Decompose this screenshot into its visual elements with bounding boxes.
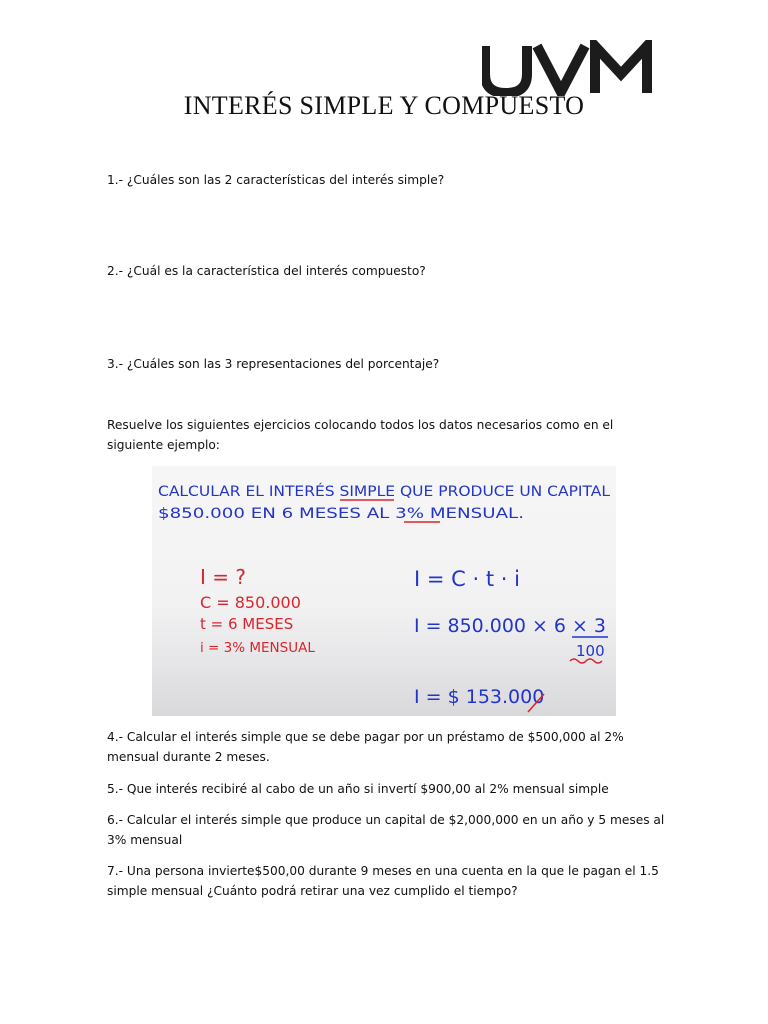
exercise-7: 7.- Una persona invierte$500,00 durante 9 meses en una cuenta en la que le pagan el 1.5 simple mensual ¿Cuánto podrá retirar una vez cumplido el tiempo?: [107, 864, 659, 898]
time-value: t = 6 MESES: [200, 615, 294, 633]
uvm-logo: [482, 40, 662, 96]
unknown-interest: I = ?: [200, 565, 246, 589]
question-1: 1.- ¿Cuáles son las 2 características del interés simple?: [107, 173, 445, 187]
example-whiteboard-image: [152, 466, 616, 716]
exercise-5: 5.- Que interés recibiré al cabo de un año si invertí $900,00 al 2% mensual simple: [107, 782, 609, 796]
uvm-logo-mark: [482, 40, 662, 96]
question-2: 2.- ¿Cuál es la característica del interés compuesto?: [107, 264, 426, 278]
example-line-2: $850.000 EN 6 MESES AL 3% MENSUAL.: [158, 506, 524, 522]
rate-value: i = 3% MENSUAL: [200, 640, 315, 656]
question-3: 3.- ¿Cuáles son las 3 representaciones del porcentaje?: [107, 357, 440, 371]
example-line-1: CALCULAR EL INTERÉS SIMPLE QUE PRODUCE UN CAPITAL: [158, 484, 582, 500]
substitution: I = 850.000 × 6 × 3: [414, 615, 606, 637]
exercise-6: 6.- Calcular el interés simple que produce un capital de $2,000,000 en un año y 5 meses al 3% mensual: [107, 813, 665, 847]
denominator: 100: [576, 642, 605, 660]
result: I = $ 153.000: [414, 686, 545, 708]
instructions-text: Resuelve los siguientes ejercicios colocando todos los datos necesarios como en el siguiente ejemplo:: [107, 418, 614, 452]
page-title: INTERÉS SIMPLE Y COMPUESTO: [183, 91, 585, 120]
exercise-4: 4.- Calcular el interés simple que se debe pagar por un préstamo de $500,000 al 2% mensual durante 2 meses.: [107, 730, 624, 764]
capital-value: C = 850.000: [200, 593, 301, 612]
formula: I = C · t · i: [414, 567, 520, 591]
